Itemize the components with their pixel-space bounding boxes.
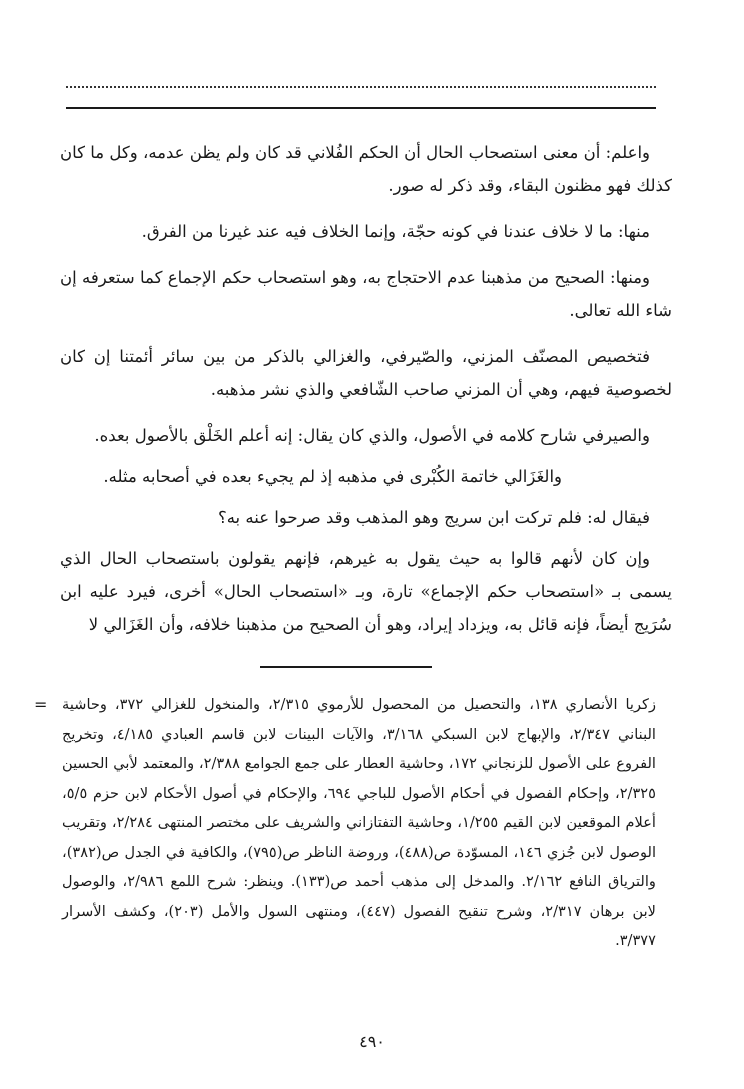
footnote-text: زكريا الأنصاري ١٣٨، والتحصيل من المحصول للأرموي ٢/٣١٥، والمنخول للغزالي ٣٧٢، وحاشية البناني ٢/٣٤٧، والإبهاج لابن السبكي ٣/١٦٨، والآيات البينات لابن قاسم العبادي ٤/١٨٥، وتخريج الفروع على الأصول للزنجاني ١٧٢، وحاشية العطار على جمع الجوامع ٢/٣٨٨، والمعتمد لأبي الحسين ٢/٣٢٥، وإحكام الفصول في أحكام الأصول للباجي ٦٩٤، والإحكام في أصول الأحكام لابن حزم ٥/٥، أعلام الموقعين لابن القيم ١/٢٥٥، وحاشية التفتازاني والشريف على مختصر المنتهى ٢/٢٨٤، وتقريب الوصول لابن جُزي ١٤٦، المسوّدة ص(٤٨٨)، وروضة الناظر ص(٧٩٥)، والكافية في الجدل ص(٣٨٢)، والترياق النافع ٢/١٦٢. والمدخل إلى مذهب أحمد ص(١٣٣). وينظر: شرح اللمع ٢/٩٨٦، والوصول لابن برهان ٢/٣١٧، وشرح تنقيح الفصول (٤٤٧)، ومنتهى السول والأمل (٢٠٣)، وكشف الأسرار ٣/٣٧٧. xyxy=(62,696,657,949)
paragraph-first-case: منها: ما لا خلاف عندنا في كونه حجّة، وإنما الخلاف فيه عند غيرنا من الفرق. xyxy=(141,222,650,241)
footnote-block xyxy=(34,690,682,956)
main-text-body xyxy=(60,136,672,654)
header-rule xyxy=(66,107,656,109)
footnote-continuation-marker: = xyxy=(34,695,48,714)
paragraph-sayrafi: والصيرفي شارح كلامه في الأصول، والذي كان يقال: إنه أعلم الخَلْق بالأصول بعده. xyxy=(94,426,650,445)
paragraph-ghazali: والغَزَالي خاتمة الكُبْرى في مذهبه إذ لم يجيء بعده في أصحابه مثله. xyxy=(103,467,562,486)
page-number: ٤٩٠ xyxy=(359,1032,385,1051)
paragraph-second-case: ومنها: الصحيح من مذهبنا عدم الاحتجاج به، وهو استصحاب حكم الإجماع كما ستعرفه إن شاء الله تعالى. xyxy=(60,268,672,320)
paragraph-definition: واعلم: أن معنى استصحاب الحال أن الحكم الفُلاني قد كان ولم يظن عدمه، وكل ما كان كذلك فهو مظنون البقاء، وقد ذكر له صور. xyxy=(60,143,672,195)
paragraph-ibn-surayj-question: فيقال له: فلم تركت ابن سريج وهو المذهب وقد صرحوا عنه به؟ xyxy=(217,508,650,527)
header-dotted-leader xyxy=(66,72,656,88)
paragraph-authors-specification: فتخصيص المصنّف المزني، والصّيرفي، والغزالي بالذكر من بين سائر أئمتنا إن كان لخصوصية فيهم، وهي أن المزني صاحب الشّافعي والذي نشر مذهبه. xyxy=(60,347,672,399)
paragraph-objection: وإن كان لأنهم قالوا به حيث يقول به غيرهم، فإنهم يقولون باستصحاب الحال الذي يسمى بـ «استصحاب حكم الإجماع» تارة، وبـ «استصحاب الحال» أخرى، فيرد عليه ابن سُرَيج أيضاً، فإنه قائل به، ويزداد إيراد، وهو أن الصحيح من مذهبنا خلافه، وأن الغَزَالي لا xyxy=(60,549,672,634)
footnote-separator-rule xyxy=(260,666,432,668)
